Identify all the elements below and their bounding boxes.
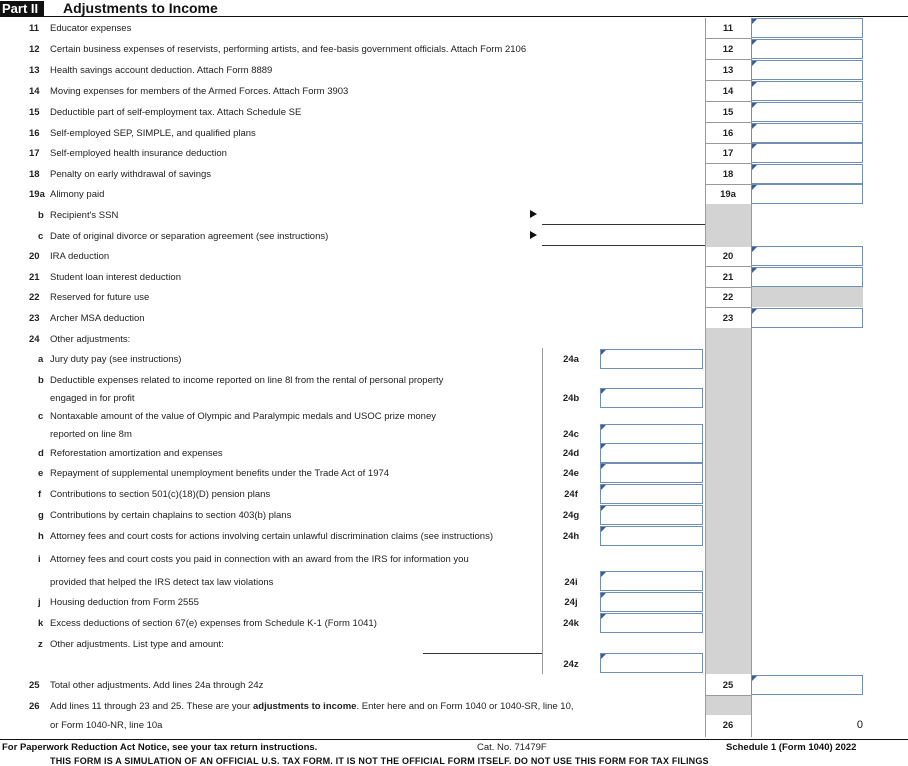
line-24j [0,592,908,613]
line-label: Jury duty pay (see instructions) [50,354,182,365]
line-label: Excess deductions of section 67(e) expenses from Schedule K-1 (Form 1041) [50,618,377,629]
line-label: Recipient's SSN [50,210,119,221]
line-number: 14 [29,86,40,97]
line-label: Housing deduction from Form 2555 [50,597,199,608]
line-16-amount-field[interactable] [751,123,863,143]
line-19a-amount-field[interactable] [751,184,863,204]
line-label: Archer MSA deduction [50,313,145,324]
line-21-amount-field[interactable] [751,267,863,287]
line-code: 24e [563,468,579,479]
line-24c-amount-field[interactable] [600,424,703,444]
other-adjustments-type-field[interactable] [423,653,542,654]
line-code: 15 [722,107,734,118]
line-number: 22 [29,292,40,303]
line-code: 24b [562,393,580,404]
line-17 [0,143,908,164]
form-footer [0,739,908,753]
line-24e [0,463,908,484]
line-label: Date of original divorce or separation agreement (see instructions) [50,231,329,242]
line-label: Contributions by certain chaplains to section 403(b) plans [50,510,292,521]
line-17-amount-field[interactable] [751,143,863,163]
line-sub-letter: d [38,448,44,459]
line-label-continued: provided that helped the IRS detect tax law violations [50,577,274,588]
line-label: Deductible part of self-employment tax. Attach Schedule SE [50,107,302,118]
line-label: Other adjustments: [50,334,131,345]
line-20 [0,246,908,267]
line-13-amount-field[interactable] [751,60,863,80]
line-sub-letter: z [38,639,43,650]
line-sub-letter: c [38,411,44,422]
line-number: 21 [29,272,40,283]
line-code: 24g [562,510,580,521]
line-number: 26 [29,701,40,712]
line-sub-letter: a [38,354,44,365]
line-code: 24z [563,659,579,670]
simulation-disclaimer: THIS FORM IS A SIMULATION OF AN OFFICIAL U.S. TAX FORM. IT IS NOT THE OFFICIAL FORM ITSELF. DO NOT USE THIS FORM FOR TAX FILINGS [50,756,709,766]
line-label: Moving expenses for members of the Armed Forces. Attach Form 3903 [50,86,349,97]
line-19a [0,184,908,205]
paperwork-notice: For Paperwork Reduction Act Notice, see your tax return instructions. [2,742,318,753]
line-24b [0,370,908,408]
line-13 [0,60,908,81]
line-16 [0,123,908,144]
line-25 [0,675,908,696]
line-24 [0,329,908,350]
line-24g [0,505,908,526]
line-sub-letter: f [38,489,42,500]
line-24i [0,548,908,592]
line-sub-letter: c [38,231,44,242]
line-label: Penalty on early withdrawal of savings [50,169,212,180]
line-number: 15 [29,107,40,118]
line-code: 17 [722,148,734,159]
line-24f-amount-field[interactable] [600,484,703,504]
arrow-right-icon [530,231,537,239]
line-24e-amount-field[interactable] [600,463,703,483]
line-12 [0,39,908,60]
line-24b-amount-field[interactable] [600,388,703,408]
line-number: 24 [29,334,40,345]
line-label: Attorney fees and court costs for actions involving certain unlawful discrimination claims (see instructions) [50,531,493,542]
line-24a-amount-field[interactable] [600,349,703,369]
line-code: 12 [722,44,734,55]
arrow-right-icon [530,210,537,218]
line-code: 14 [722,86,734,97]
line-code: 16 [722,128,734,139]
line-24d-amount-field[interactable] [600,443,703,463]
line-sub-letter: j [38,597,41,608]
line-24k [0,613,908,634]
line-label: Nontaxable amount of the value of Olympic and Paralympic medals and USOC prize money [50,411,436,422]
line-label: Reserved for future use [50,292,150,303]
line-label: Educator expenses [50,23,132,34]
line-24j-amount-field[interactable] [600,592,703,612]
line-label: Repayment of supplemental unemployment benefits under the Trade Act of 1974 [50,468,390,479]
line-24z [0,634,908,675]
line-19c [0,226,908,247]
line-label: Reforestation amortization and expenses [50,448,223,459]
line-label: Self-employed SEP, SIMPLE, and qualified plans [50,128,256,139]
line-23 [0,308,908,329]
part-header [0,0,908,17]
line-label: Other adjustments. List type and amount: [50,639,224,650]
line-11 [0,18,908,39]
label-part: Add lines 11 through 23 and 25. These are your [50,701,253,712]
line-label: Health savings account deduction. Attach Form 8889 [50,65,273,76]
line-label-continued: or Form 1040-NR, line 10a [50,720,163,731]
line-number: 23 [29,313,40,324]
line-label: Student loan interest deduction [50,272,181,283]
label-emphasis: adjustments to income [252,701,357,712]
line-code: 24h [562,531,580,542]
line-sub-letter: b [38,375,44,386]
line-code: 23 [722,313,734,324]
line-26 [0,696,908,736]
line-code: 19a [720,189,736,200]
line-24g-amount-field[interactable] [600,505,703,525]
line-21 [0,267,908,288]
line-label: IRA deduction [50,251,110,262]
line-25-amount-field[interactable] [751,675,863,695]
line-18 [0,164,908,185]
line-label: Certain business expenses of reservists, performing artists, and fee-basis government officials. Attach Form 2106 [50,44,527,55]
line-label: Self-employed health insurance deduction [50,148,227,159]
line-15 [0,102,908,123]
line-label-continued: reported on line 8m [50,429,132,440]
line-label: Alimony paid [50,189,105,200]
line-sub-letter: i [38,554,41,565]
line-sub-letter: g [38,510,44,521]
line-code: 26 [722,720,734,731]
line-number: 17 [29,148,40,159]
line-24d [0,443,908,464]
line-15-amount-field[interactable] [751,102,863,122]
line-22 [0,287,908,308]
line-code: 25 [722,680,734,691]
line-24i-amount-field[interactable] [600,571,703,591]
line-11-amount-field[interactable] [751,18,863,38]
line-code: 20 [722,251,734,262]
line-code: 21 [722,272,734,283]
recipient-ssn-field[interactable] [542,224,705,225]
line-14-amount-field[interactable] [751,81,863,101]
line-number: 18 [29,169,40,180]
line-code: 24i [564,577,578,588]
line-number: 25 [29,680,40,691]
line-24a [0,349,908,370]
line-14 [0,81,908,102]
line-number: 12 [29,44,40,55]
line-label-continued: engaged in for profit [50,393,135,404]
header-rule [0,16,908,17]
line-number: 19a [29,189,45,200]
line-20-amount-field[interactable] [751,246,863,266]
line-24z-amount-field[interactable] [600,653,703,673]
line-18-amount-field[interactable] [751,164,863,184]
line-code: 24c [563,429,579,440]
line-sub-letter: k [38,618,44,629]
line-24h-amount-field[interactable] [600,526,703,546]
line-code: 11 [722,23,734,34]
line-24h [0,526,908,547]
catalog-number: Cat. No. 71479F [477,742,547,753]
line-24f [0,484,908,505]
line-code: 24f [564,489,578,500]
line-sub-letter: h [38,531,44,542]
line-19b [0,205,908,226]
line-code: 13 [722,65,734,76]
line-sub-letter: e [38,468,44,479]
line-23-amount-field[interactable] [751,308,863,328]
line-number: 16 [29,128,40,139]
label-part: . Enter here and on Form 1040 or 1040-SR, line 10, [356,701,574,712]
line-label [50,701,574,712]
line-code: 24a [563,354,579,365]
form-identifier: Schedule 1 (Form 1040) 2022 [726,742,857,753]
line-12-amount-field[interactable] [751,39,863,59]
line-24c [0,407,908,443]
line-26-total-value: 0 [856,719,863,731]
line-code: 18 [722,169,734,180]
line-label: Deductible expenses related to income reported on line 8l from the rental of personal property [50,375,444,386]
line-label: Total other adjustments. Add lines 24a through 24z [50,680,264,691]
part-title: Adjustments to Income [63,0,218,16]
line-code: 24d [562,448,580,459]
line-sub-letter: b [38,210,44,221]
part-badge: Part II [0,1,44,16]
line-number: 20 [29,251,40,262]
line-label: Attorney fees and court costs you paid in connection with an award from the IRS for information you [50,554,469,565]
line-code: 24j [564,597,578,608]
line-code: 24k [563,618,579,629]
line-label: Contributions to section 501(c)(18)(D) pension plans [50,489,271,500]
line-24k-amount-field[interactable] [600,613,703,633]
line-number: 13 [29,65,40,76]
line-code: 22 [722,292,734,303]
line-number: 11 [29,23,40,34]
